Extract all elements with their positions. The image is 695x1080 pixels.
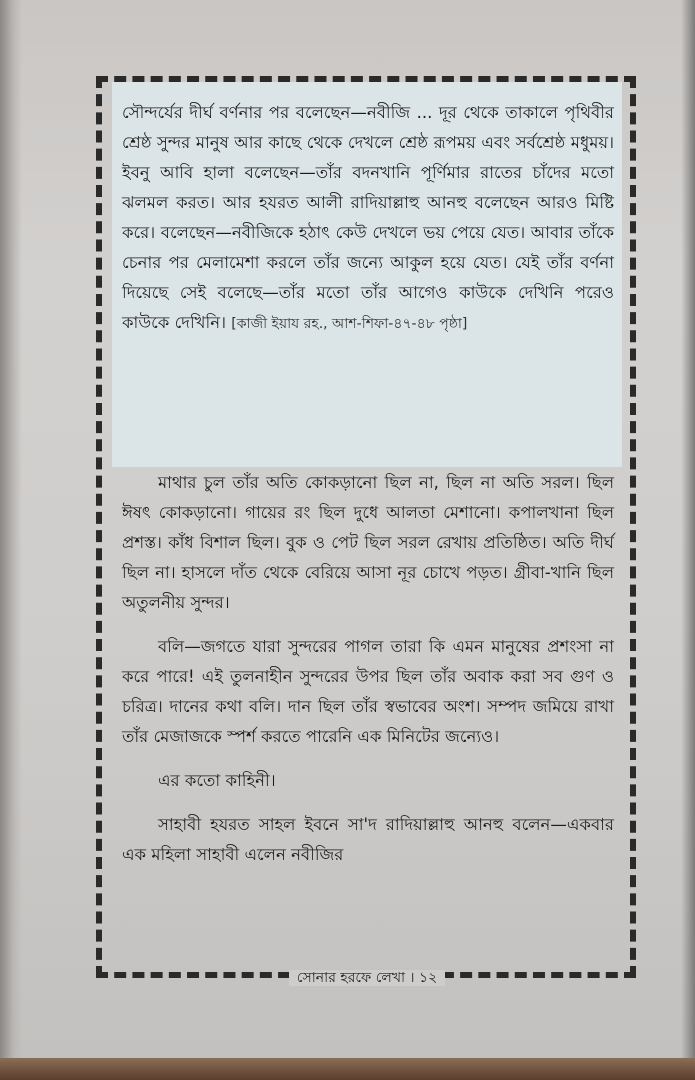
paragraph-4: সাহাবী হযরত সাহল ইবনে সা'দ রাদিয়াল্লাহু আনহু বলেন—একবার এক মহিলা সাহাবী এলেন নবীজির [122,815,614,864]
page-footer [112,966,622,992]
boxed-passage [122,98,614,339]
boxed-passage-text: সৌন্দর্যের দীর্ঘ বর্ণনার পর বলেছেন—নবীজি ... দূর থেকে তাকালে পৃথিবীর শ্রেষ্ঠ সুন্দর মানুষ আর কাছে থেকে দেখলে শ্রেষ্ঠ রূপময় এবং সর্বশ্রেষ্ঠ মধুময়। ইবনু আবি হালা বলেছেন—তাঁর বদনখানি পূর্ণিমার রাতের চাঁদের মতো ঝলমল করত। আর হযরত আলী রাদিয়াল্লাহু আনহু বলেছেন আরও মিষ্টি করে। বলেছেন—নবীজিকে হঠাৎ কেউ দেখলে ভয় পেয়ে যেত। আবার তাঁকে চেনার পর মেলামেশা করলে তাঁর জন্যে আকুল হয়ে যেত। যেই তাঁর বর্ণনা দিয়েছে সেই বলেছে—তাঁর মতো তাঁর আগেও কাউকে দেখিনি পরেও কাউকে দেখিনি। [122,103,614,332]
page-shadow-left [0,0,22,1080]
paragraph-2: বলি—জগতে যারা সুন্দরের পাগল তারা কি এমন মানুষের প্রশংসা না করে পারে! এই তুলনাহীন সুন্দরের উপর ছিল তাঁর অবাক করা সব গুণ ও চরিত্র। দানের কথা বলি। দান ছিল তাঁর স্বভাবের অংশ। সম্পদ জমিয়ে রাখা তাঁর মেজাজকে স্পর্শ করতে পারেনি এক মিনিটের জন্যেও। [122,637,614,746]
paragraph-1: মাথার চুল তাঁর অতি কোকড়ানো ছিল না, ছিল না অতি সরল। ছিল ঈষৎ কোকড়ানো। গায়ের রং ছিল দুধে আলতা মেশানো। কপালখানা ছিল প্রশস্ত। কাঁধ বিশাল ছিল। বুক ও পেট ছিল সরল রেখায় প্রতিষ্ঠিত। অতি দীর্ঘ ছিল না। হাসলে দাঁত থেকে বেরিয়ে আসা নূর চোখে পড়ত। গ্রীবা-খানি ছিল অতুলনীয় সুন্দর। [122,473,614,612]
book-bottom-edge [0,1058,695,1080]
body-text [122,468,614,884]
page-shadow-right [681,0,695,1080]
citation: [কাজী ইয়ায রহ., আশ-শিফা-৪৭-৪৮ পৃষ্ঠা] [231,316,468,332]
paragraph-3: এর কতো কাহিনী। [158,771,276,790]
footer-text: সোনার হরফে লেখা । ১২ [289,970,445,986]
